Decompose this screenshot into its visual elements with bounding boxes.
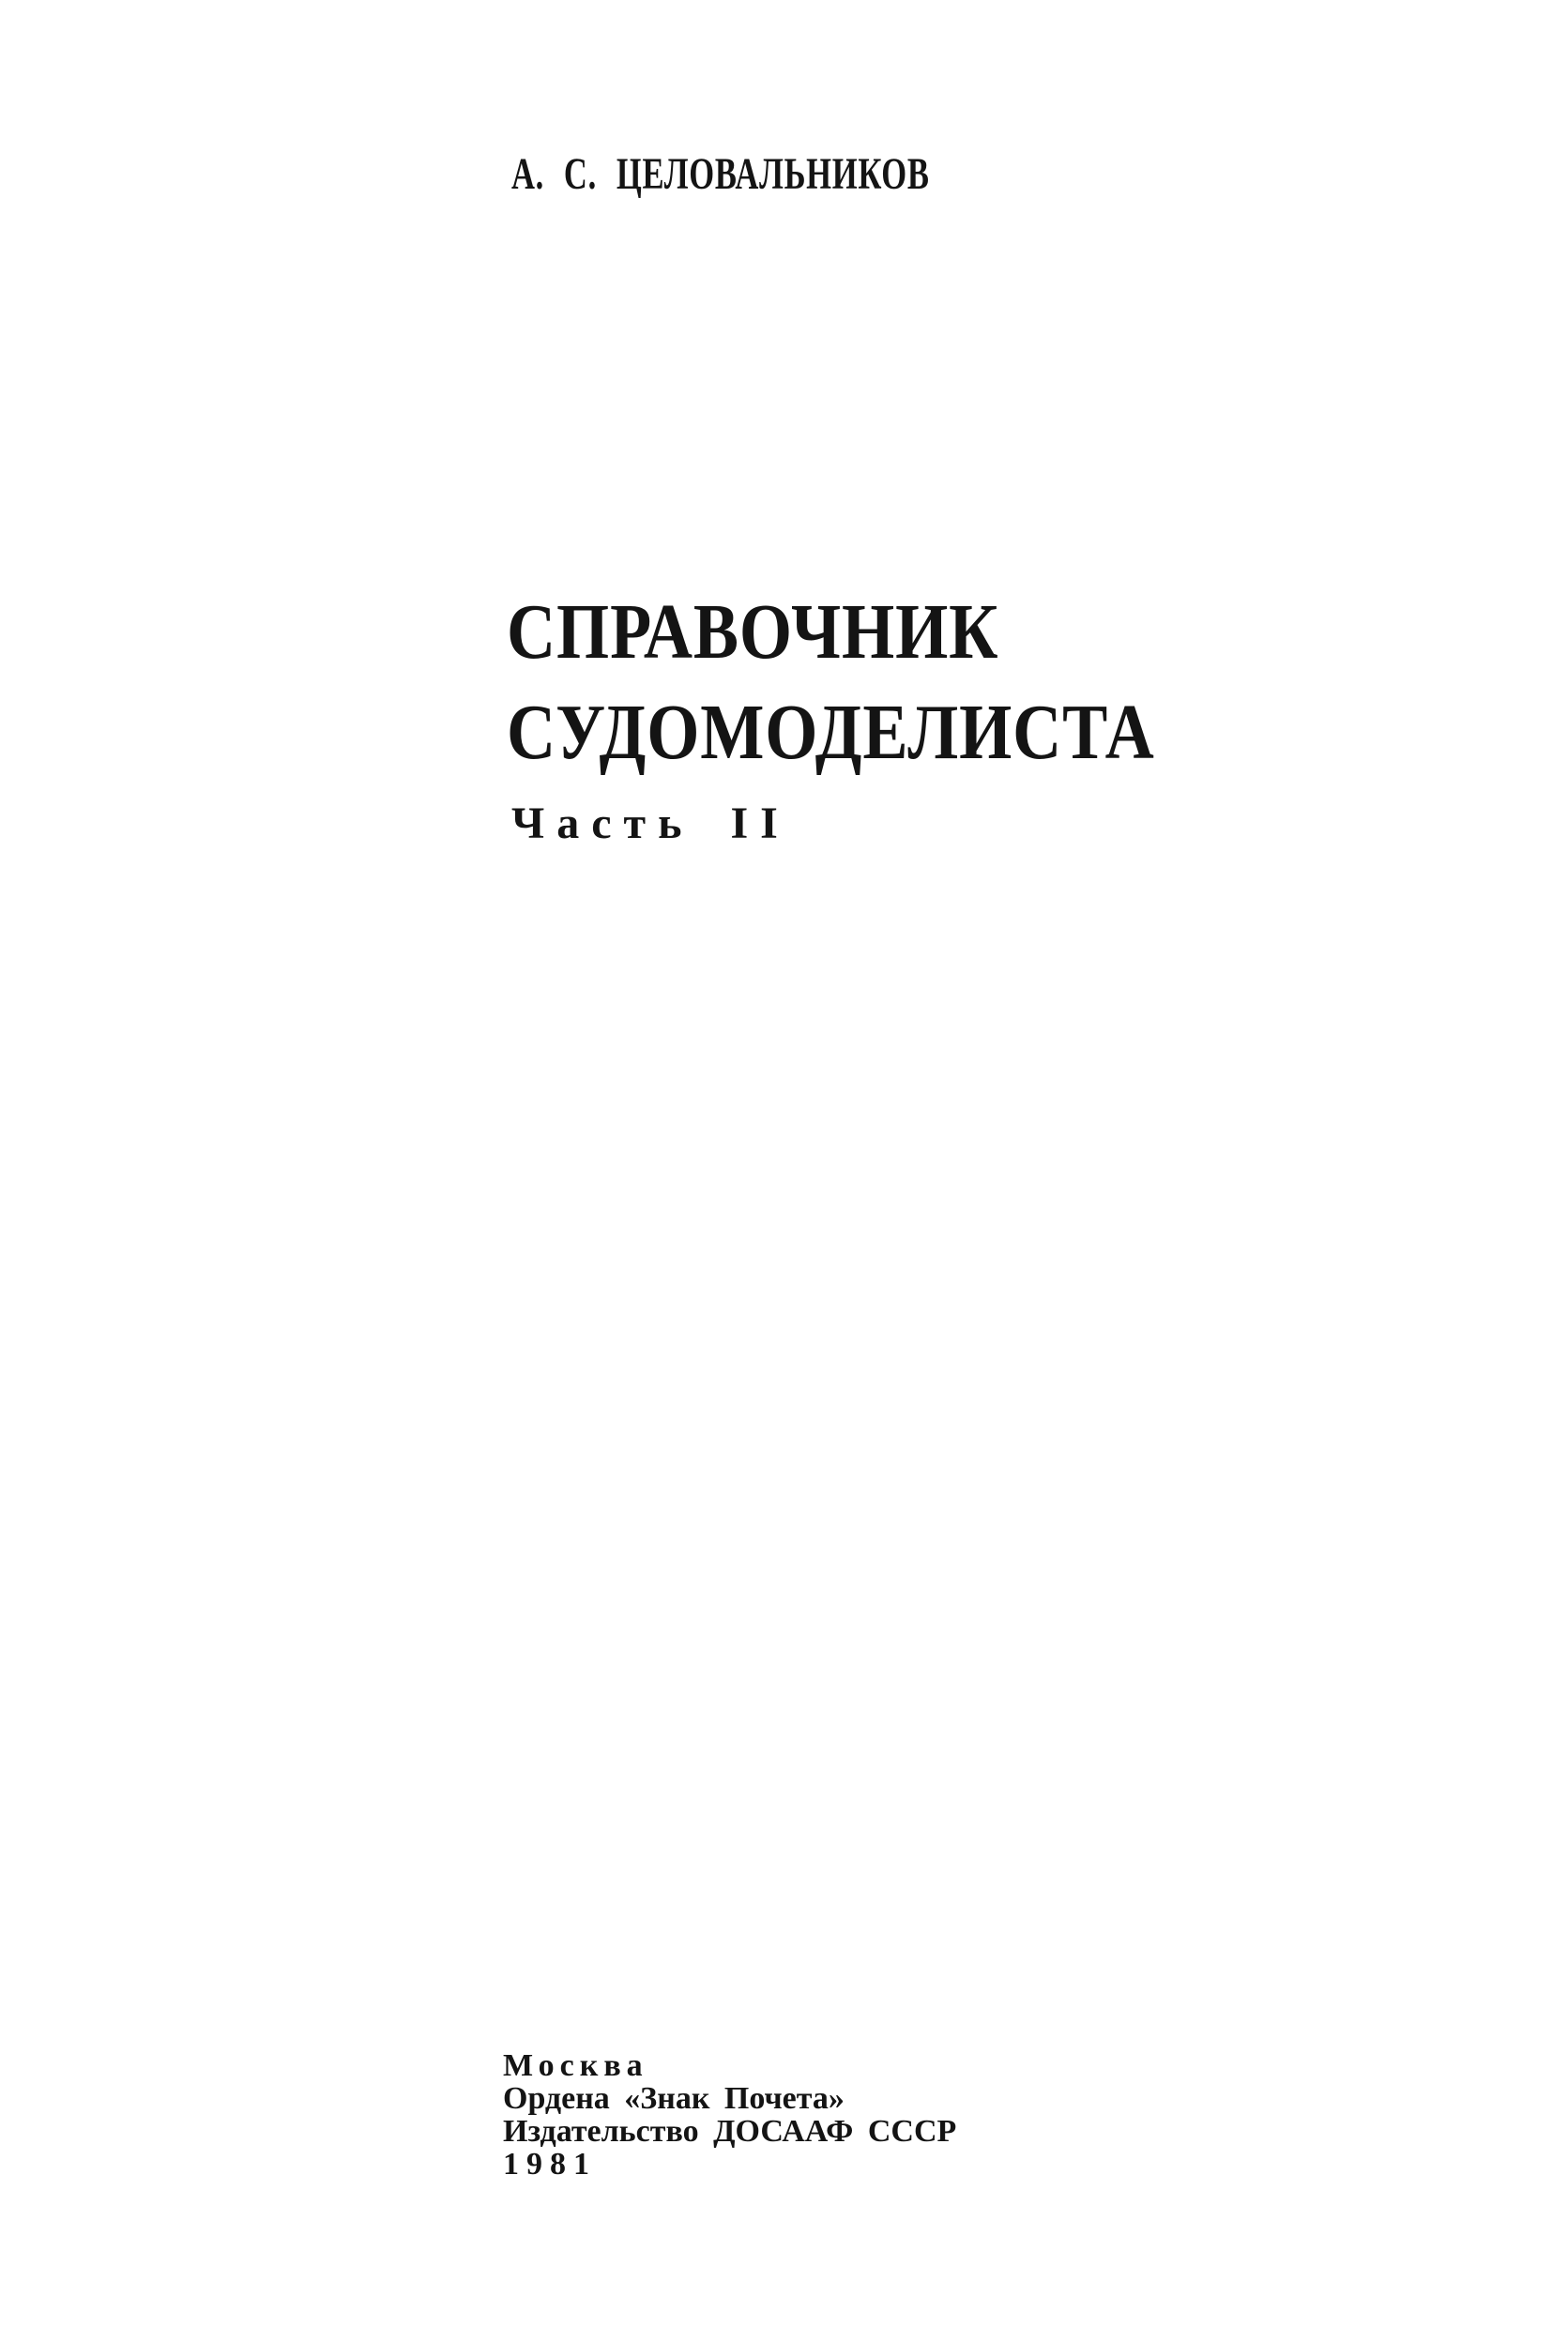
book-title-line1: СПРАВОЧНИК xyxy=(507,588,999,676)
imprint-city: Москва xyxy=(503,2048,648,2083)
author-line: А. С. ЦЕЛОВАЛЬНИКОВ xyxy=(511,149,930,199)
part-subtitle: Часть II xyxy=(511,798,790,848)
book-title xyxy=(507,582,1155,783)
imprint-award: Ордена «Знак Почета» xyxy=(503,2081,845,2116)
imprint-year: 1981 xyxy=(503,2147,597,2182)
imprint-publisher: Издательство ДОСААФ СССР xyxy=(503,2114,957,2149)
book-title-line2: СУДОМОДЕЛИСТА xyxy=(507,689,1155,776)
imprint-block xyxy=(503,2049,956,2181)
